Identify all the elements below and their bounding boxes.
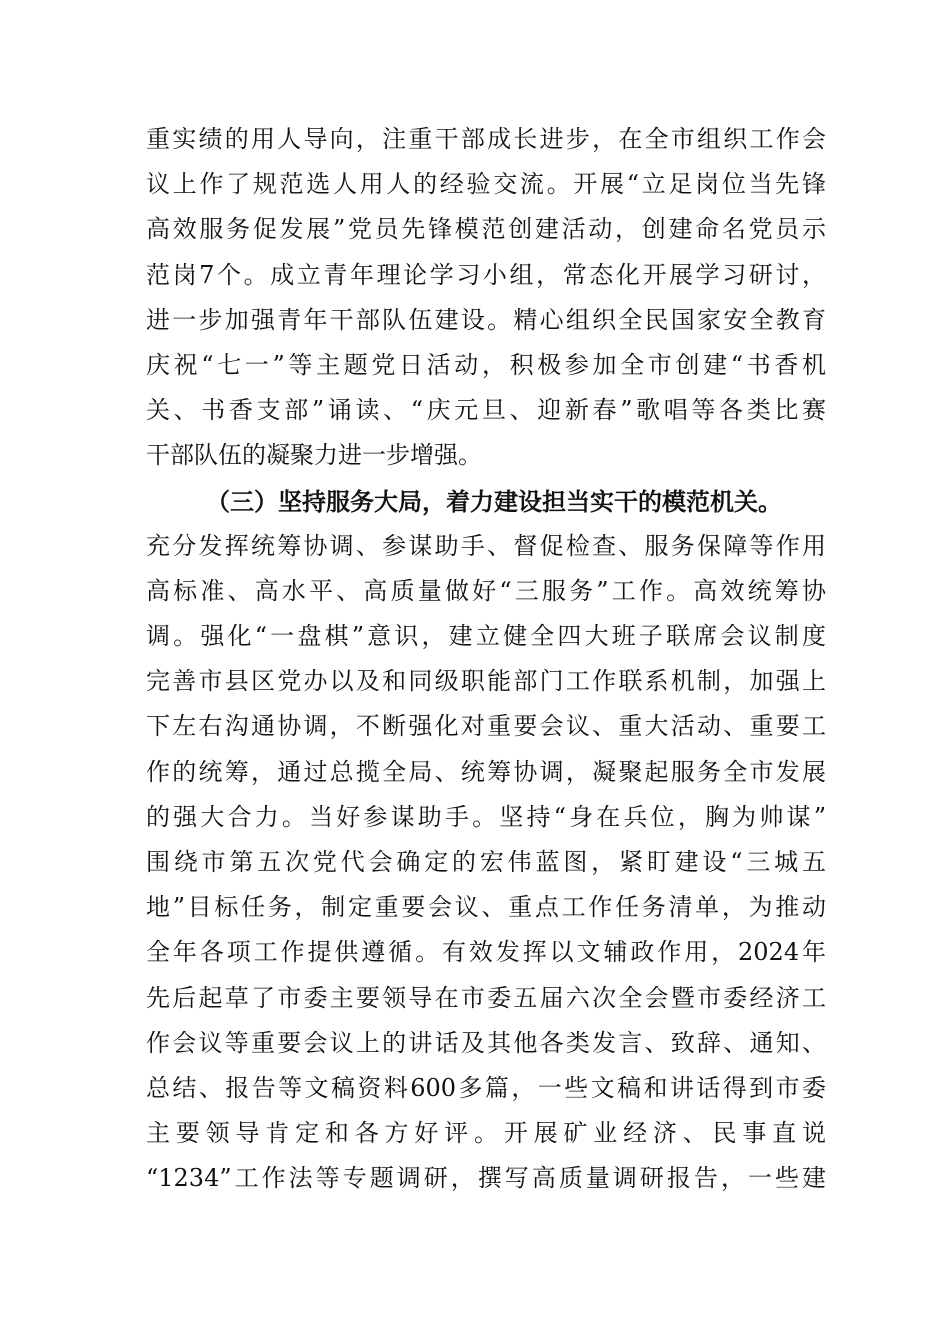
text-line: 总结、报告等文稿资料600多篇，一些文稿和讲话得到市委 <box>146 1073 826 1102</box>
text-line: 围绕市第五次党代会确定的宏伟蓝图，紧盯建设“三城五 <box>146 848 826 876</box>
text-line: 调。强化“一盘棋”意识，建立健全四大班子联席会议制度 <box>146 622 826 651</box>
text-line: 议上作了规范选人用人的经验交流。开展“立足岗位当先锋 <box>146 170 826 199</box>
text-line: 干部队伍的凝聚力进一步增强。 <box>146 441 482 470</box>
text-line: 地”目标任务，制定重要会议、重点工作任务清单，为推动 <box>146 893 826 922</box>
text-line: 先后起草了市委主要领导在市委五届六次全会暨市委经济工 <box>146 983 826 1012</box>
text-line: 全年各项工作提供遵循。有效发挥以文辅政作用，2024年 <box>146 938 826 967</box>
text-line: 进一步加强青年干部队伍建设。精心组织全民国家安全教育 <box>146 305 826 334</box>
text-line: 完善市县区党办以及和同级职能部门工作联系机制，加强上 <box>146 667 826 696</box>
text-line: 下左右沟通协调，不断强化对重要会议、重大活动、重要工 <box>146 712 826 741</box>
text-line: 作会议等重要会议上的讲话及其他各类发言、致辞、通知、 <box>146 1028 826 1057</box>
text-line: 充分发挥统筹协调、参谋助手、督促检查、服务保障等作用 <box>146 531 826 560</box>
text-line: 高标准、高水平、高质量做好“三服务”工作。高效统筹协 <box>146 576 826 605</box>
body-text <box>146 117 826 1202</box>
text-line: 庆祝“七一”等主题党日活动，积极参加全市创建“书香机 <box>146 350 826 379</box>
section-heading: （三）坚持服务大局，着力建设担当实干的模范机关。 <box>206 486 782 516</box>
text-line: 范岗7个。成立青年理论学习小组，常态化开展学习研讨， <box>146 260 826 289</box>
text-line: “1234”工作法等专题调研，撰写高质量调研报告，一些建 <box>146 1164 826 1193</box>
text-line: 作的统筹，通过总揽全局、统筹协调，凝聚起服务全市发展 <box>146 757 826 786</box>
text-line: 主要领导肯定和各方好评。开展矿业经济、民事直说 <box>146 1119 826 1148</box>
text-line: 高效服务促发展”党员先锋模范创建活动，创建命名党员示 <box>146 215 826 244</box>
text-line: 的强大合力。当好参谋助手。坚持“身在兵位，胸为帅谋” <box>146 802 826 831</box>
text-line: 重实绩的用人导向，注重干部成长进步，在全市组织工作会 <box>146 125 826 153</box>
text-line: 关、书香支部”诵读、“庆元旦、迎新春”歌唱等各类比赛 <box>146 396 826 425</box>
